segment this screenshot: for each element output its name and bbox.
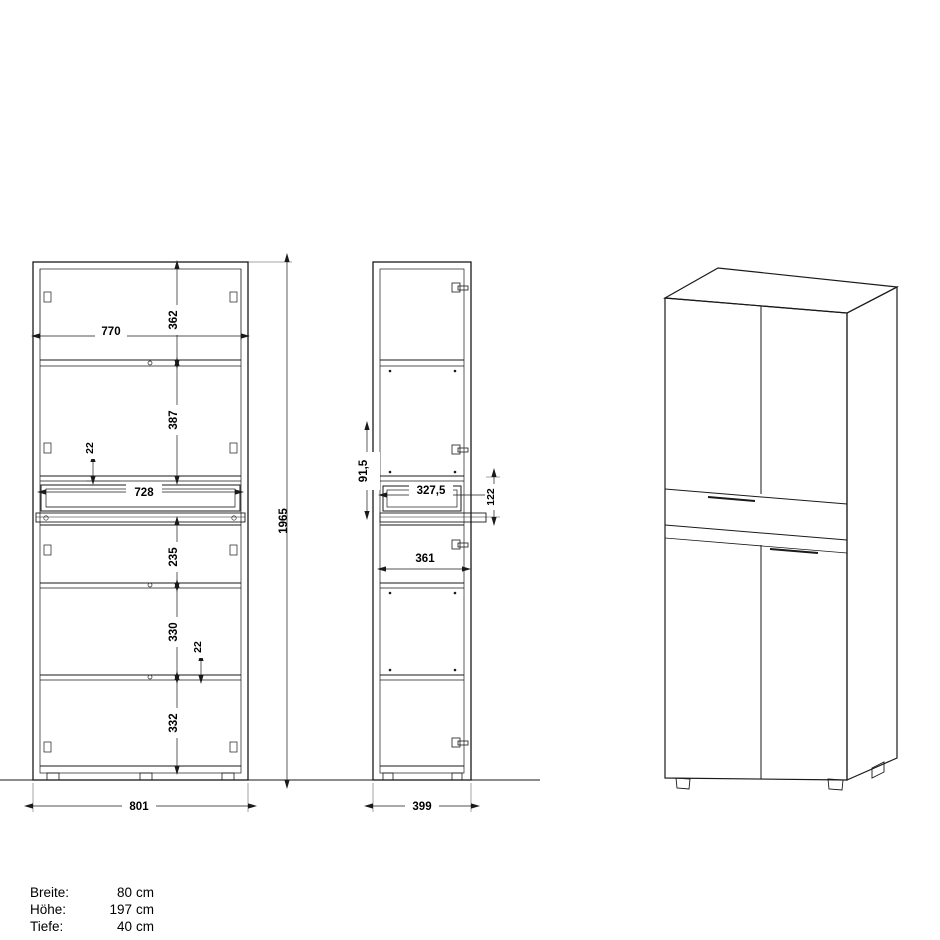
- spec-value-width: 80: [116, 885, 132, 900]
- spec-row-depth: [30, 918, 154, 935]
- spec-value-height: 197: [109, 902, 132, 917]
- dim-side-overall-depth: 399: [412, 801, 432, 813]
- spec-unit-width: cm: [136, 885, 154, 900]
- dim-front-overall-width: 801: [129, 801, 149, 813]
- dim-side-inner-depth: 361: [415, 553, 435, 565]
- dim-front-shelf-thickness-bottom: 22: [192, 641, 204, 653]
- spec-row-width: [30, 884, 154, 901]
- perspective-view-group: [665, 268, 897, 790]
- spec-label-height: Höhe:: [30, 902, 67, 917]
- spec-list: [30, 884, 154, 935]
- dim-front-compartment-1: 362: [168, 310, 180, 330]
- dim-side-drawer-front-height: 122: [485, 488, 497, 506]
- dim-front-drawer-width: 728: [134, 487, 154, 499]
- side-view-dimension-labels: [356, 452, 505, 813]
- spec-label-width: Breite:: [30, 885, 70, 900]
- dim-front-compartment-5: 332: [168, 713, 180, 733]
- spec-unit-height: cm: [136, 902, 154, 917]
- dim-side-drawer-height-pos: 91,5: [358, 459, 370, 483]
- dim-front-compartment-3: 235: [168, 547, 180, 567]
- spec-value-depth: 40: [116, 919, 132, 934]
- spec-row-height: [30, 901, 154, 918]
- dim-front-inner-width: 770: [101, 326, 121, 338]
- spec-unit-depth: cm: [136, 919, 154, 934]
- dim-front-shelf-thickness-top: 22: [84, 442, 96, 454]
- front-view-dimension-labels: [83, 305, 290, 813]
- dim-side-drawer-depth: 327,5: [416, 485, 446, 497]
- dim-front-overall-height: 1965: [278, 508, 290, 534]
- side-view-group: [373, 262, 486, 780]
- dim-front-compartment-2: 387: [168, 410, 180, 430]
- spec-label-depth: Tiefe:: [30, 919, 64, 934]
- front-view-group: [33, 262, 248, 780]
- dim-front-compartment-4: 330: [168, 622, 180, 642]
